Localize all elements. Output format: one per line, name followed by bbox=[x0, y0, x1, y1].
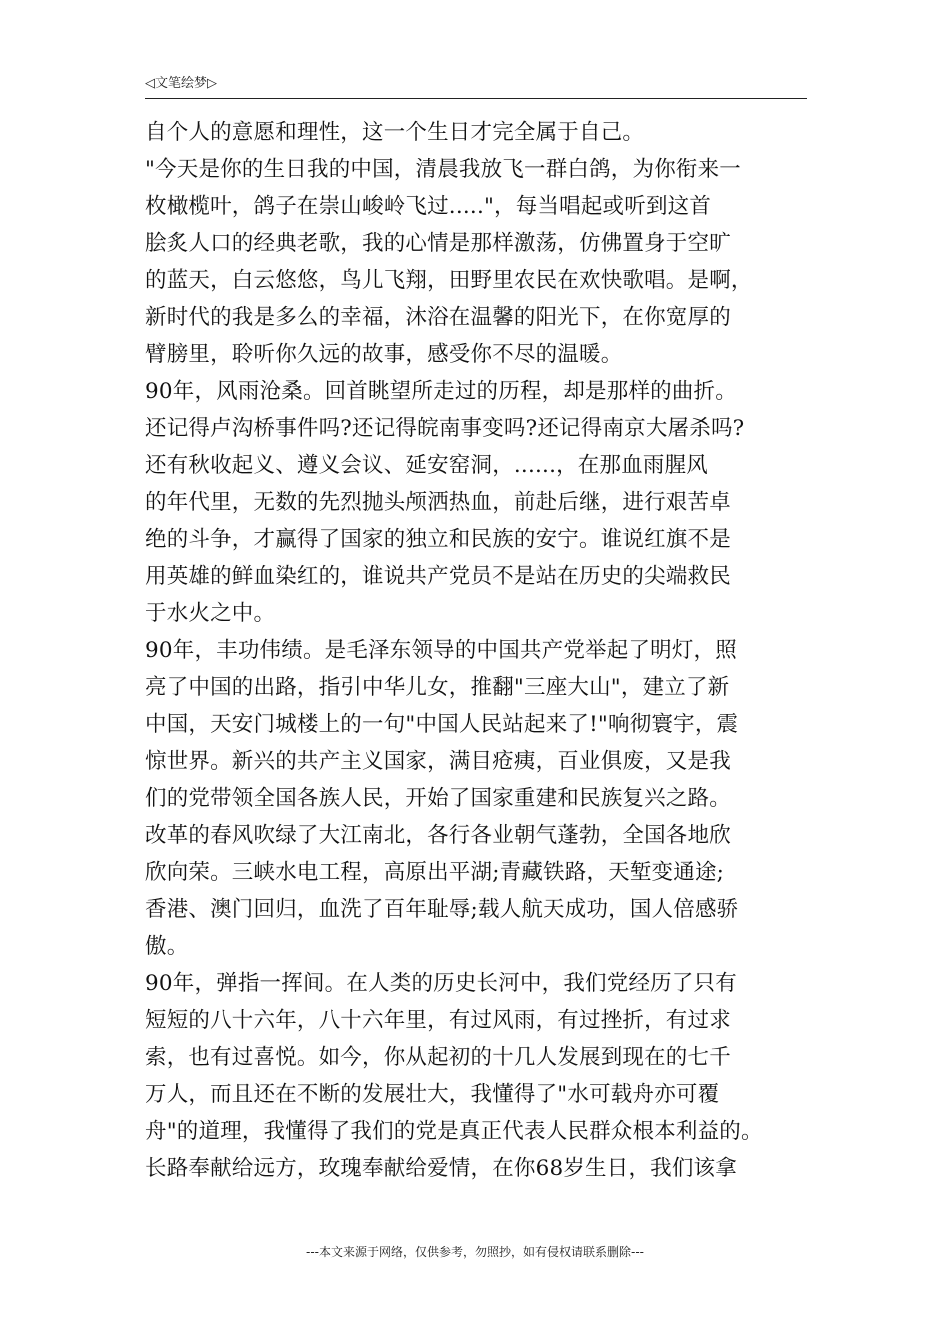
text-line: 长路奉献给远方，玫瑰奉献给爱情，在你68岁生日，我们该拿 bbox=[145, 1156, 737, 1181]
page-footer: ---本文来源于网络，仅供参考，勿照抄，如有侵权请联系删除--- bbox=[306, 1245, 644, 1259]
text-line: 欣向荣。三峡水电工程，高原出平湖;青藏铁路，天堑变通途; bbox=[145, 860, 725, 885]
header-title: ◁文笔绘梦▷ bbox=[145, 76, 217, 91]
text-line: 90年，风雨沧桑。回首眺望所走过的历程，却是那样的曲折。 bbox=[145, 379, 737, 404]
text-line: 傲。 bbox=[145, 934, 189, 959]
text-line: 臂膀里，聆听你久远的故事，感受你不尽的温暖。 bbox=[145, 342, 623, 367]
text-line: 的蓝天，白云悠悠，鸟儿飞翔，田野里农民在欢快歌唱。是啊， bbox=[145, 268, 753, 293]
text-line: "今天是你的生日我的中国，清晨我放飞一群白鸽，为你衔来一 bbox=[145, 157, 741, 182]
text-line: 万人，而且还在不断的发展壮大，我懂得了"水可载舟亦可覆 bbox=[145, 1082, 720, 1107]
text-line: 还记得卢沟桥事件吗?还记得皖南事变吗?还记得南京大屠杀吗? bbox=[145, 416, 745, 441]
text-line: 90年，丰功伟绩。是毛泽东领导的中国共产党举起了明灯，照 bbox=[145, 638, 737, 663]
text-line: 自个人的意愿和理性，这一个生日才完全属于自己。 bbox=[145, 120, 645, 145]
text-line: 索，也有过喜悦。如今，你从起初的十几人发展到现在的七千 bbox=[145, 1045, 731, 1070]
text-line: 亮了中国的出路，指引中华儿女，推翻"三座大山"，建立了新 bbox=[145, 675, 730, 700]
text-line: 还有秋收起义、遵义会议、延安窑洞，......，在那血雨腥风 bbox=[145, 453, 709, 478]
text-line: 香港、澳门回归，血洗了百年耻辱;载人航天成功，国人倍感骄 bbox=[145, 897, 739, 922]
text-line: 于水火之中。 bbox=[145, 601, 276, 626]
text-line: 改革的春风吹绿了大江南北，各行各业朝气蓬勃，全国各地欣 bbox=[145, 823, 731, 848]
text-line: 舟"的道理，我懂得了我们的党是真正代表人民群众根本利益的。 bbox=[145, 1119, 763, 1144]
text-line: 枚橄榄叶，鸽子在崇山峻岭飞过....."，每当唱起或听到这首 bbox=[145, 194, 712, 219]
text-line: 用英雄的鲜血染红的，谁说共产党员不是站在历史的尖端救民 bbox=[145, 564, 731, 589]
text-line: 绝的斗争，才赢得了国家的独立和民族的安宁。谁说红旗不是 bbox=[145, 527, 731, 552]
text-line: 惊世界。新兴的共产主义国家，满目疮痍，百业俱废，又是我 bbox=[145, 749, 731, 774]
text-line: 脍炙人口的经典老歌，我的心情是那样激荡，仿佛置身于空旷 bbox=[145, 231, 731, 256]
document-body bbox=[145, 114, 807, 1187]
text-line: 中国，天安门城楼上的一句"中国人民站起来了!"响彻寰宇，震 bbox=[145, 712, 739, 737]
page-header bbox=[145, 74, 807, 99]
text-line: 们的党带领全国各族人民，开始了国家重建和民族复兴之路。 bbox=[145, 786, 731, 811]
text-line: 的年代里，无数的先烈抛头颅洒热血，前赴后继，进行艰苦卓 bbox=[145, 490, 731, 515]
text-line: 90年，弹指一挥间。在人类的历史长河中，我们党经历了只有 bbox=[145, 971, 737, 996]
text-line: 短短的八十六年，八十六年里，有过风雨，有过挫折，有过求 bbox=[145, 1008, 731, 1033]
text-line: 新时代的我是多么的幸福，沐浴在温馨的阳光下，在你宽厚的 bbox=[145, 305, 731, 330]
